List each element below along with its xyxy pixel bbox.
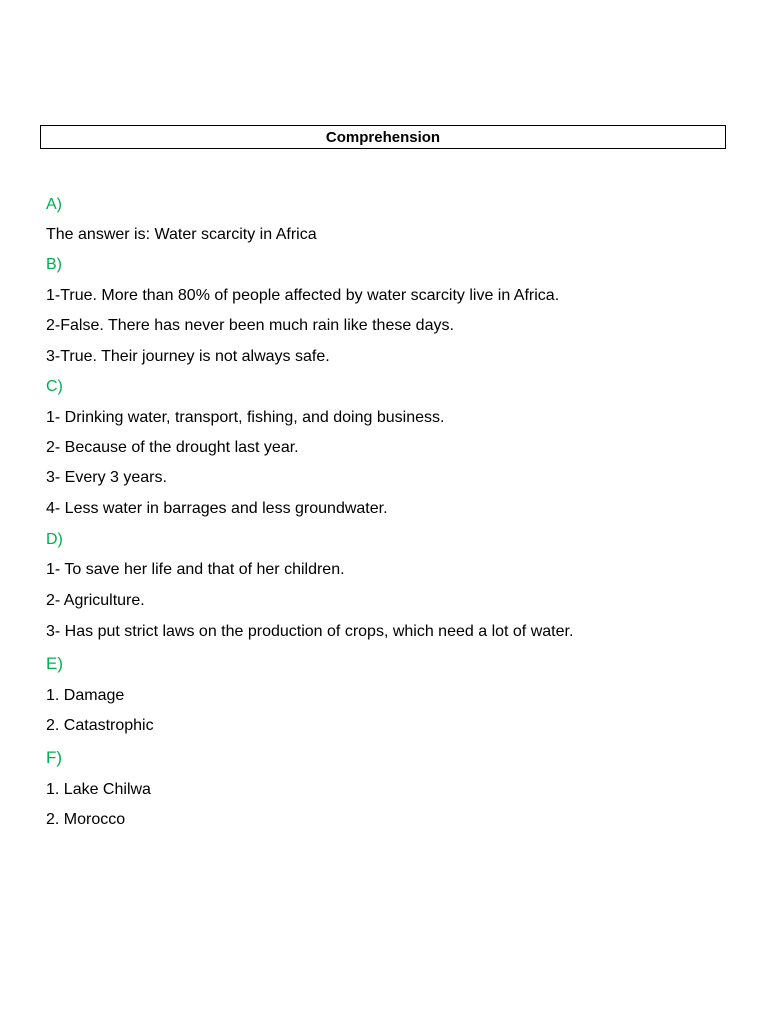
section-f-heading: F) — [46, 748, 63, 767]
section-e-line-2: 2. Catastrophic — [46, 717, 154, 734]
section-d-line-1: 1- To save her life and that of her children. — [46, 561, 345, 578]
section-c-line-2: 2- Because of the drought last year. — [46, 439, 299, 456]
section-c-line-1: 1- Drinking water, transport, fishing, and doing business. — [46, 409, 445, 426]
section-b-line-2: 2-False. There has never been much rain like these days. — [46, 317, 454, 334]
section-e-line-1: 1. Damage — [46, 687, 125, 704]
section-c-line-3: 3- Every 3 years. — [46, 469, 167, 486]
document-title: Comprehension — [325, 128, 441, 146]
section-c-line-4: 4- Less water in barrages and less groundwater. — [46, 500, 388, 517]
section-f-line-1: 1. Lake Chilwa — [46, 781, 151, 798]
section-d-line-2: 2- Agriculture. — [46, 592, 145, 609]
section-c-heading: C) — [46, 378, 63, 395]
title-box — [40, 125, 726, 149]
section-f-line-2: 2. Morocco — [46, 811, 126, 828]
section-a-heading: A) — [46, 196, 62, 213]
section-b-line-3: 3-True. Their journey is not always safe. — [46, 348, 330, 365]
section-d-line-3: 3- Has put strict laws on the production of crops, which need a lot of water. — [46, 623, 574, 640]
section-b-heading: B) — [46, 256, 62, 273]
section-e-heading: E) — [46, 654, 63, 673]
section-b-line-1: 1-True. More than 80% of people affected by water scarcity live in Africa. — [46, 287, 560, 304]
section-a-line-1: The answer is: Water scarcity in Africa — [46, 226, 317, 243]
section-d-heading: D) — [46, 531, 63, 548]
